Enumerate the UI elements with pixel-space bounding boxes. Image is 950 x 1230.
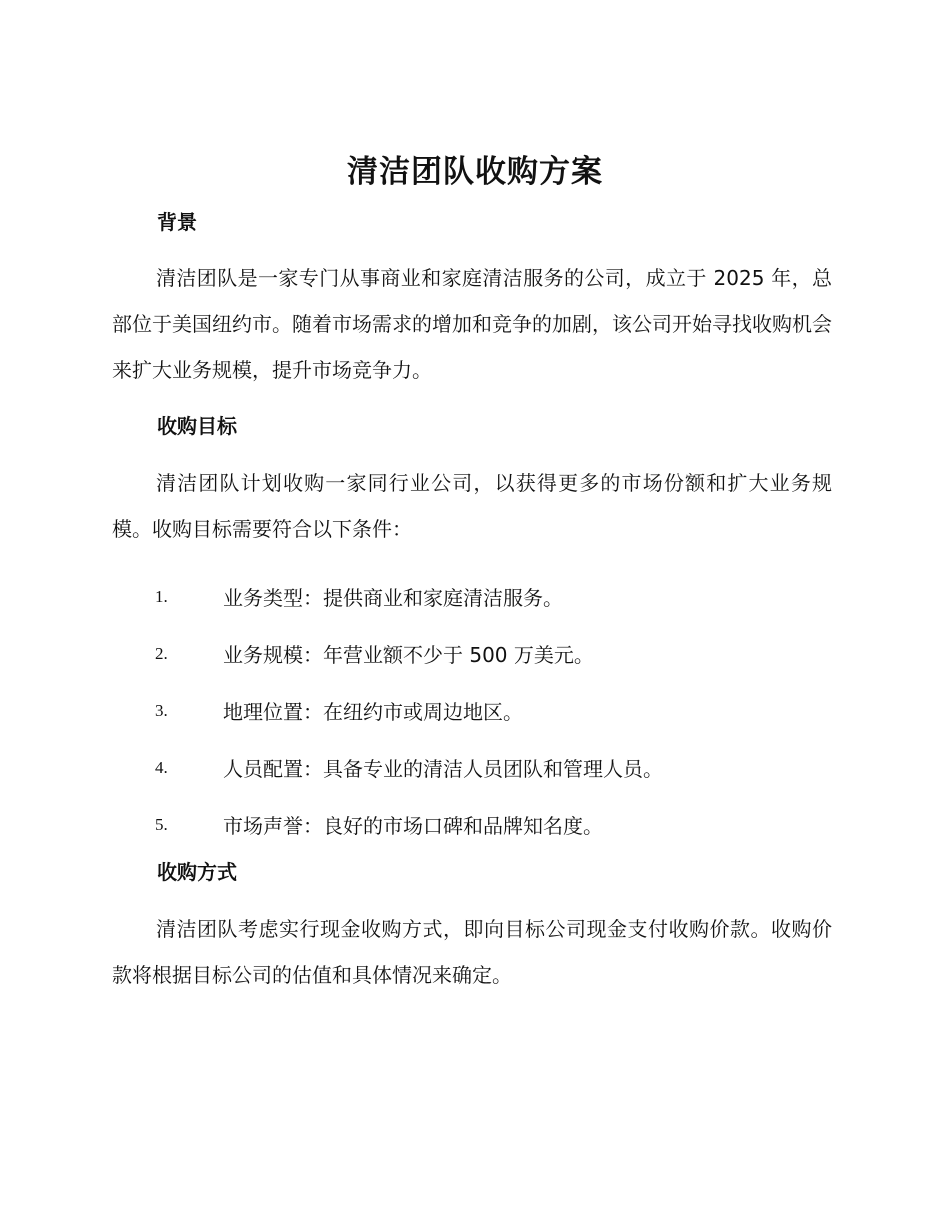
section-heading-acquisition-method: 收购方式 (157, 860, 237, 884)
list-item (155, 682, 835, 739)
list-text: 具备专业的清洁人员团队和管理人员。 (323, 757, 663, 781)
list-number: 5. (155, 814, 168, 834)
section-heading-background: 背景 (157, 210, 197, 234)
list-number: 2. (155, 643, 168, 663)
list-number: 4. (155, 757, 168, 777)
list-text: 良好的市场口碑和品牌知名度。 (323, 814, 603, 838)
list-item (155, 739, 835, 796)
list-item (155, 625, 835, 682)
list-label: 业务类型： (223, 586, 323, 610)
list-label: 地理位置： (223, 700, 323, 724)
section-paragraph-acquisition-target: 清洁团队计划收购一家同行业公司，以获得更多的市场份额和扩大业务规模。收购目标需要符合以下条件： (112, 471, 832, 541)
list-text: 在纽约市或周边地区。 (323, 700, 523, 724)
list-label: 业务规模： (223, 643, 323, 667)
section-paragraph-background: 清洁团队是一家专门从事商业和家庭清洁服务的公司，成立于 2025 年，总部位于美国纽约市。随着市场需求的增加和竞争的加剧，该公司开始寻找收购机会来扩大业务规模，提升市场竞争力。 (112, 266, 832, 382)
list-number: 3. (155, 700, 168, 720)
document-title: 清洁团队收购方案 (347, 154, 603, 190)
list-text: 年营业额不少于 500 万美元。 (323, 643, 594, 667)
list-label: 市场声誉： (223, 814, 323, 838)
list-text: 提供商业和家庭清洁服务。 (323, 586, 563, 610)
section-heading-acquisition-target: 收购目标 (157, 414, 237, 438)
conditions-list (155, 568, 835, 853)
section-paragraph-acquisition-method: 清洁团队考虑实行现金收购方式，即向目标公司现金支付收购价款。收购价款将根据目标公司的估值和具体情况来确定。 (112, 917, 832, 987)
list-item (155, 796, 835, 853)
list-number: 1. (155, 586, 168, 606)
list-item (155, 568, 835, 625)
list-label: 人员配置： (223, 757, 323, 781)
